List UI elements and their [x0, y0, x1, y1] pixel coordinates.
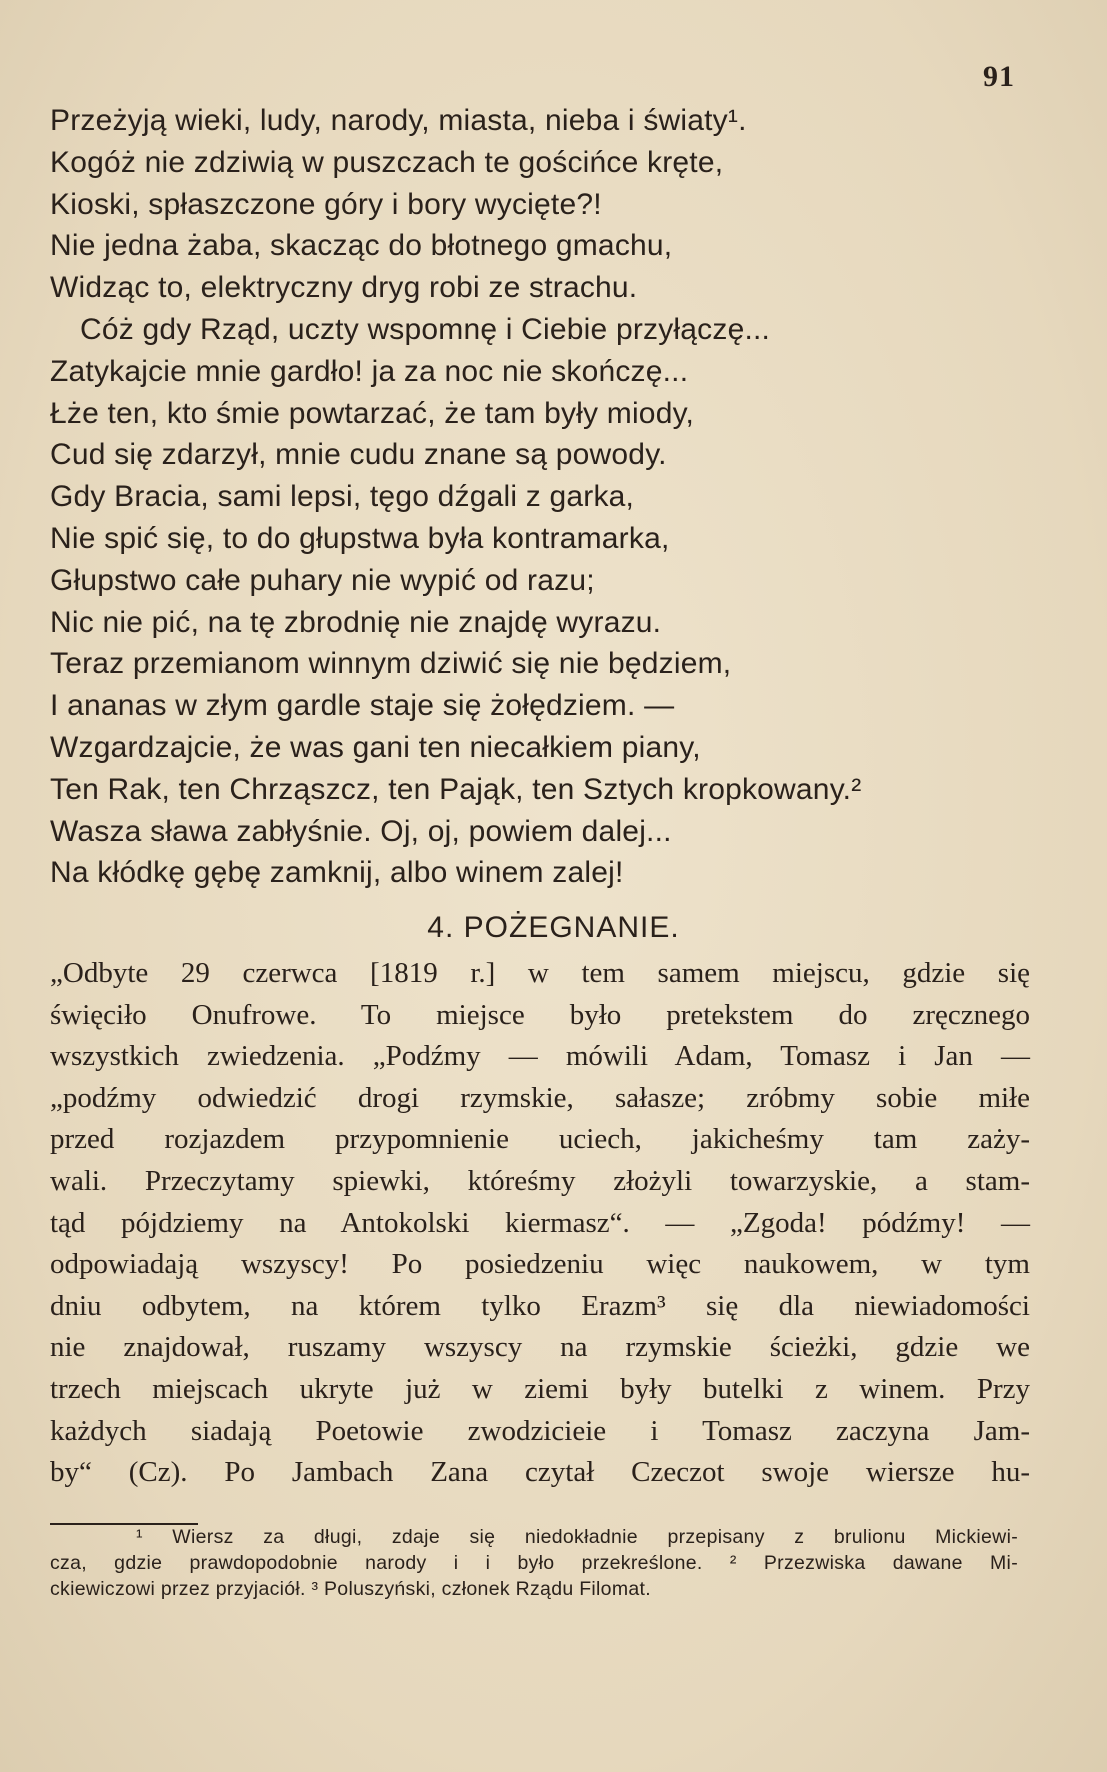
poem-line: Cóż gdy Rząd, uczty wspomnę i Ciebie przyłączę...: [80, 312, 771, 346]
poem-line: Teraz przemianom winnym dziwić się nie będziem,: [50, 647, 732, 681]
prose-line: przed rozjazdem przypomnienie uciech, jakicheśmy tam zaży-: [50, 1123, 1030, 1156]
poem-line: Głupstwo całe puhary nie wypić od razu;: [50, 563, 595, 597]
footnote-line: ckiewiczowi przez przyjaciół. ³ Poluszyński, członek Rządu Filomat.: [50, 1578, 651, 1600]
footnote-line: cza, gdzie prawdopodobnie narody i i było przekreślone. ² Przezwiska dawane Mi-: [50, 1552, 1018, 1574]
poem-line: Przeżyją wieki, ludy, narody, miasta, nieba i światy¹.: [50, 104, 747, 137]
prose-line: nie znajdował, ruszamy wszyscy na rzymskie ścieżki, gdzie we: [50, 1331, 1030, 1364]
poem-line: Cud się zdarzył, mnie cudu znane są powody.: [50, 438, 667, 472]
prose-line: dniu odbytem, na którem tylko Erazm³ się dla niewiadomości: [50, 1289, 1030, 1322]
prose-block: [50, 953, 1030, 1494]
poem-line: I ananas w złym gardle staje się żołędziem. —: [50, 689, 675, 723]
footnotes-block: [50, 1524, 1018, 1602]
prose-line: święciło Onufrowe. To miejsce było pretekstem do zręcznego: [50, 998, 1030, 1031]
poem-line: Zatykajcie mnie gardło! ja za noc nie skończę...: [50, 354, 689, 388]
prose-line: by“ (Cz). Po Jambach Zana czytał Czeczot swoje wiersze hu-: [50, 1456, 1030, 1489]
poem-line: Łże ten, kto śmie powtarzać, że tam były miody,: [50, 396, 695, 430]
poem-line: Kioski, spłaszczone góry i bory wycięte?!: [50, 187, 602, 221]
prose-line: „podźmy odwiedzić drogi rzymskie, sałasze; zróbmy sobie miłe: [50, 1081, 1030, 1114]
prose-line: trzech miejscach ukryte już w ziemi były butelki z winem. Przy: [50, 1372, 1030, 1405]
poem-block: [50, 100, 1040, 894]
poem-line: Wzgardzajcie, że was gani ten niecałkiem piany,: [50, 730, 701, 764]
prose-line: wszystkich zwiedzenia. „Podźmy — mówili Adam, Tomasz i Jan —: [50, 1040, 1030, 1073]
prose-line: tąd pójdziemy na Antokolski kiermasz“. — „Zgoda! pódźmy! —: [50, 1206, 1030, 1239]
poem-line: Widząc to, elektryczny dryg robi ze strachu.: [50, 271, 638, 305]
poem-line: Na kłódkę gębę zamknij, albo winem zalej!: [50, 856, 624, 890]
prose-line: każdych siadają Poetowie zwodzicieie i Tomasz zaczyna Jam-: [50, 1414, 1030, 1447]
poem-line: Nie spić się, to do głupstwa była kontramarka,: [50, 521, 670, 555]
poem-line: Gdy Bracia, sami lepsi, tęgo dźgali z garka,: [50, 480, 635, 514]
prose-line: odpowiadają wszyscy! Po posiedzeniu więc naukowem, w tym: [50, 1248, 1030, 1281]
poem-line: Ten Rak, ten Chrząszcz, ten Pająk, ten Sztych kropkowany.²: [50, 772, 862, 806]
page-number: 91: [983, 60, 1015, 93]
prose-line: wali. Przeczytamy spiewki, któreśmy złożyli towarzyskie, a stam-: [50, 1164, 1030, 1197]
poem-line: Nie jedna żaba, skacząc do błotnego gmachu,: [50, 229, 673, 263]
poem-line: Wasza sława zabłyśnie. Oj, oj, powiem dalej...: [50, 814, 672, 848]
footnote-line: ¹ Wiersz za długi, zdaje się niedokładnie przepisany z brulionu Mickiewi-: [136, 1526, 1018, 1548]
poem-line: Nic nie pić, na tę zbrodnię nie znajdę wyrazu.: [50, 605, 662, 639]
poem-line: Kogóż nie zdziwią w puszczach te gościńce kręte,: [50, 145, 724, 179]
section-title: 4. POŻEGNANIE.: [427, 911, 680, 944]
prose-line: „Odbyte 29 czerwca [1819 r.] w tem samem miejscu, gdzie się: [50, 957, 1030, 989]
